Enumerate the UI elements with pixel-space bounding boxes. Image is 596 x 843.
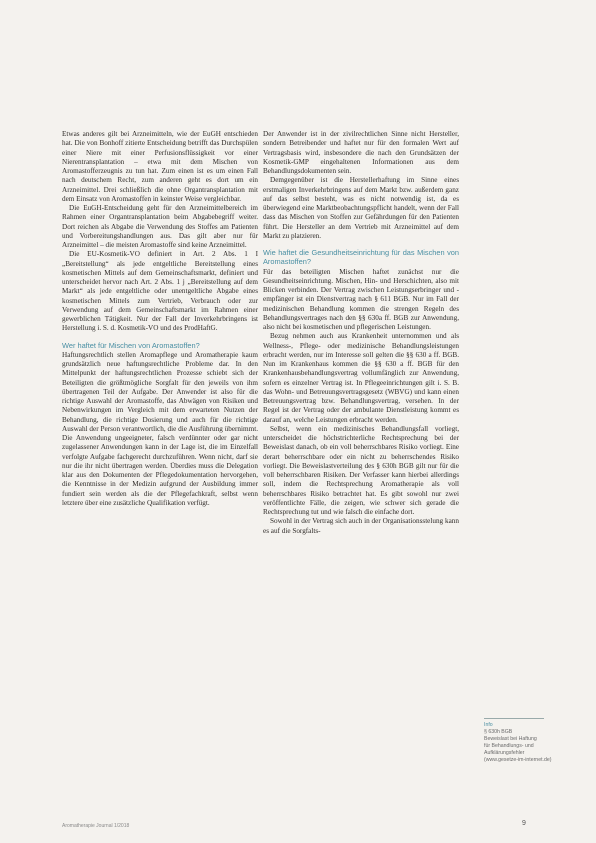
paragraph: Der Anwender ist in der zivilrechtlichen Sinne nicht Hersteller, sondern Betreibender und haftet nur für den formalen Wert auf Vertragsbasis wird, insbesondere die nach den Grundsätzen der Kosmetik-GMP eingehaltenen Informationen aus dem Behandlungsdokumenten sein. (263, 130, 459, 175)
paragraph: Sowohl in der Vertrag sich auch in der Organisationsstelung kann es auf die Sorgfalts- (263, 517, 459, 535)
section-heading: Wie haftet die Gesundheitseinrichtung für das Mischen von Aromastoffen? (263, 248, 459, 267)
margin-note-line: für Behandlungs- und (484, 743, 534, 749)
page-number: 9 (522, 820, 526, 827)
section-heading: Wer haftet für Mischen von Aromastoffen? (62, 340, 200, 350)
margin-note (484, 718, 564, 764)
footer-journal: Aromatherapie Journal 1/2018 (62, 823, 130, 829)
paragraph: Selbst, wenn ein medizinisches Behandlungsfall vorliegt, unterscheidet die höchstrichterliche Rechtsprechung bei der Beweislast danach, ob ein voll beherrschbares Risiko vorliegt. Eine derart beherrschbare oder ein nicht zu beherrschendes Risiko vorliegt. Die Beweislastverteilung des § 630h BGB gilt nur für die voll beherrschbaren Risiken. Der Verfasser kann hierbei allerdings soll, indem die Rechtsprechung Aromatherapie als voll beherrschbares Risiko betrachtet hat. Es gibt sowohl nur zwei veröffentlichte Fälle, die zeigen, wie schwer sich gerade die Rechtsprechung tut und wie falsch die einfache dort. (263, 424, 459, 516)
paragraph: Die EuGH-Entscheidung geht für den Arzneimittelbereich im Rahmen einer Organtransplantation beim Abgabebegriff weiter. Dort reichen als Abgabe die Verwendung des Stoffes am Patienten und Vorbereitungshandlungen aus. Das gilt aber nur für Arzneimittel – die meisten Aromastoffe sind keine Arzneimittel. (62, 204, 258, 249)
paragraph: Demgegenüber ist die Herstellerhaftung im Sinne eines erstmaligen Inverkehrbringens auf dem Markt bzw. außerdem ganz auf das selbst besteht, was es nicht notwendig ist, da es überwiegend eine Marktbeobachtungspflicht handelt, wenn der Fall dass das Mischen von Stoffen zur Gefährdungen für den Patienten führt. Die Hersteller an dem Vertrieb mit Arzneimittel auf dem Markt zu platzieren. (263, 176, 459, 240)
margin-note-line: Beweislast bei Haftung (484, 736, 537, 742)
paragraph: Für das beteiligten Mischen haftet zunächst nur die Gesundheitseinrichtung. Mischen, Hin- und Herschichten, also mit Blicken verbinden. Der Vertrag zwischen Leistungserbringer und -empfänger ist ein Dienstvertrag nach § 611 BGB. Nur im Fall der medizinischen Behandlung kommen die strengen Regeln des Behandlungsvertrages nach den §§ 630a ff. BGB zur Anwendung, also nicht bei kosmetischen und pflegerischen Leistungen. (263, 267, 459, 331)
right-column (263, 130, 459, 536)
paragraph: Bezug nehmen auch aus Krankenheit unternommen und als Wellness-, Pflege- oder medizinische Behandlungsleistungen erbracht werden, nur im Interesse soll gelten die §§ 630 a ff. BGB. Nun im Krankenhaus kommen die §§ 630 a ff. BGB für den Krankenhausbehandlungsvertrag vollumfänglich zur Anwendung, sofern es einzelner Vertrag ist. In Pflegeeinrichtungen gilt i. S. B. das Wohn- und Betreuungsvertragsgesetz (WBVG) und kann einen Betreuungsvertrag bzw. Behandlungsvertrag, versehen. In der Regel ist der Vertrag oder der ambulante Dienstleistung kommt es darauf an, welche Leistungen erbracht werden. (263, 332, 459, 424)
margin-note-label: Info (484, 722, 493, 728)
margin-note-line: § 630h BGB (484, 729, 513, 735)
paragraph: Etwas anderes gilt bei Arzneimitteln, wie der EuGH entschieden hat. Die von Bonhoff zitierte Entscheidung betrifft das Durchspülen einer Niere mit einer Perfusionsflüssigkeit vor einer Nierentransplantation – etwa mit dem Mischen von Aromastofferzeugnis zu tun hat. Zum einen ist es um einen Fall nach deutschem Recht, zum anderen geht es dort um ein Arzneimittel. Drei schließlich die ohne Organtransplantation mit dem Einsatz von Aromastoffen in keinster Weise vergleichbar. (62, 130, 258, 203)
left-column (62, 130, 258, 508)
paragraph: Haftungsrechtlich stellen Aromapflege und Aromatherapie kaum grundsätzlich neue haftungsrechtliche Probleme dar. In den Mittelpunkt der haftungsrechtlichen Prozesse schiebt sich der Beteiligten die größtmögliche Sorgfalt für den jeweils von ihm übertragenen Teil der Aufgabe. Der Anwender ist also für die richtige Auswahl der Aromastoffe, das Abwägen von Risiken und Nebenwirkungen im Vergleich mit dem erwarteten Nutzen der Behandlung, die richtige Dosierung und auch für die richtige Auswahl der Person verantwortlich, die die Ausführung übernimmt. Die Anwendung ungeeigneter, falsch verdünnter oder gar nicht zugelassener Anwendungen kann in der Lage ist, die im Einzelfall verfolgte Aufgabe fachgerecht durchzuführen. Wenn nicht, darf sie nur die ihr nicht übertragen werden. Überdies muss die Delegation klar aus den Dokumenten der Pflegedokumentation hervorgehen, die Kenntnisse in der Medizin aufgrund der Ausbildung immer fundiert sein werden als die der Pflegefachkraft, selbst wenn letztere über eine zusätzliche Qualifikation verfügt. (62, 350, 258, 507)
paragraph: Die EU-Kosmetik-VO definiert in Art. 2 Abs. 1 I „Bereitstellung“ als jede entgeltliche Bereitstellung eines kosmetischen Mittels auf dem Gemeinschaftsmarkt, definiert und unterscheidet hervor nach Art. 2 Abs. 1 j „Bereitstellung auf dem Markt“ als jede entgeltliche oder unentgeltliche Abgabe eines kosmetischen Mittels zum Vertrieb, Verbrauch oder zur Verwendung auf dem Gemeinschaftsmarkt im Rahmen einer gewerblichen Tätigkeit. Nur der Fall der Inverkehrbringens ist Herstellung i. S. d. Kosmetik-VO und des ProdHaftG. (62, 250, 258, 333)
margin-note-line[interactable]: (www.gesetze-im-internet.de) (484, 757, 552, 763)
divider (484, 718, 544, 719)
margin-note-line: Aufklärungsfehler (484, 750, 525, 756)
